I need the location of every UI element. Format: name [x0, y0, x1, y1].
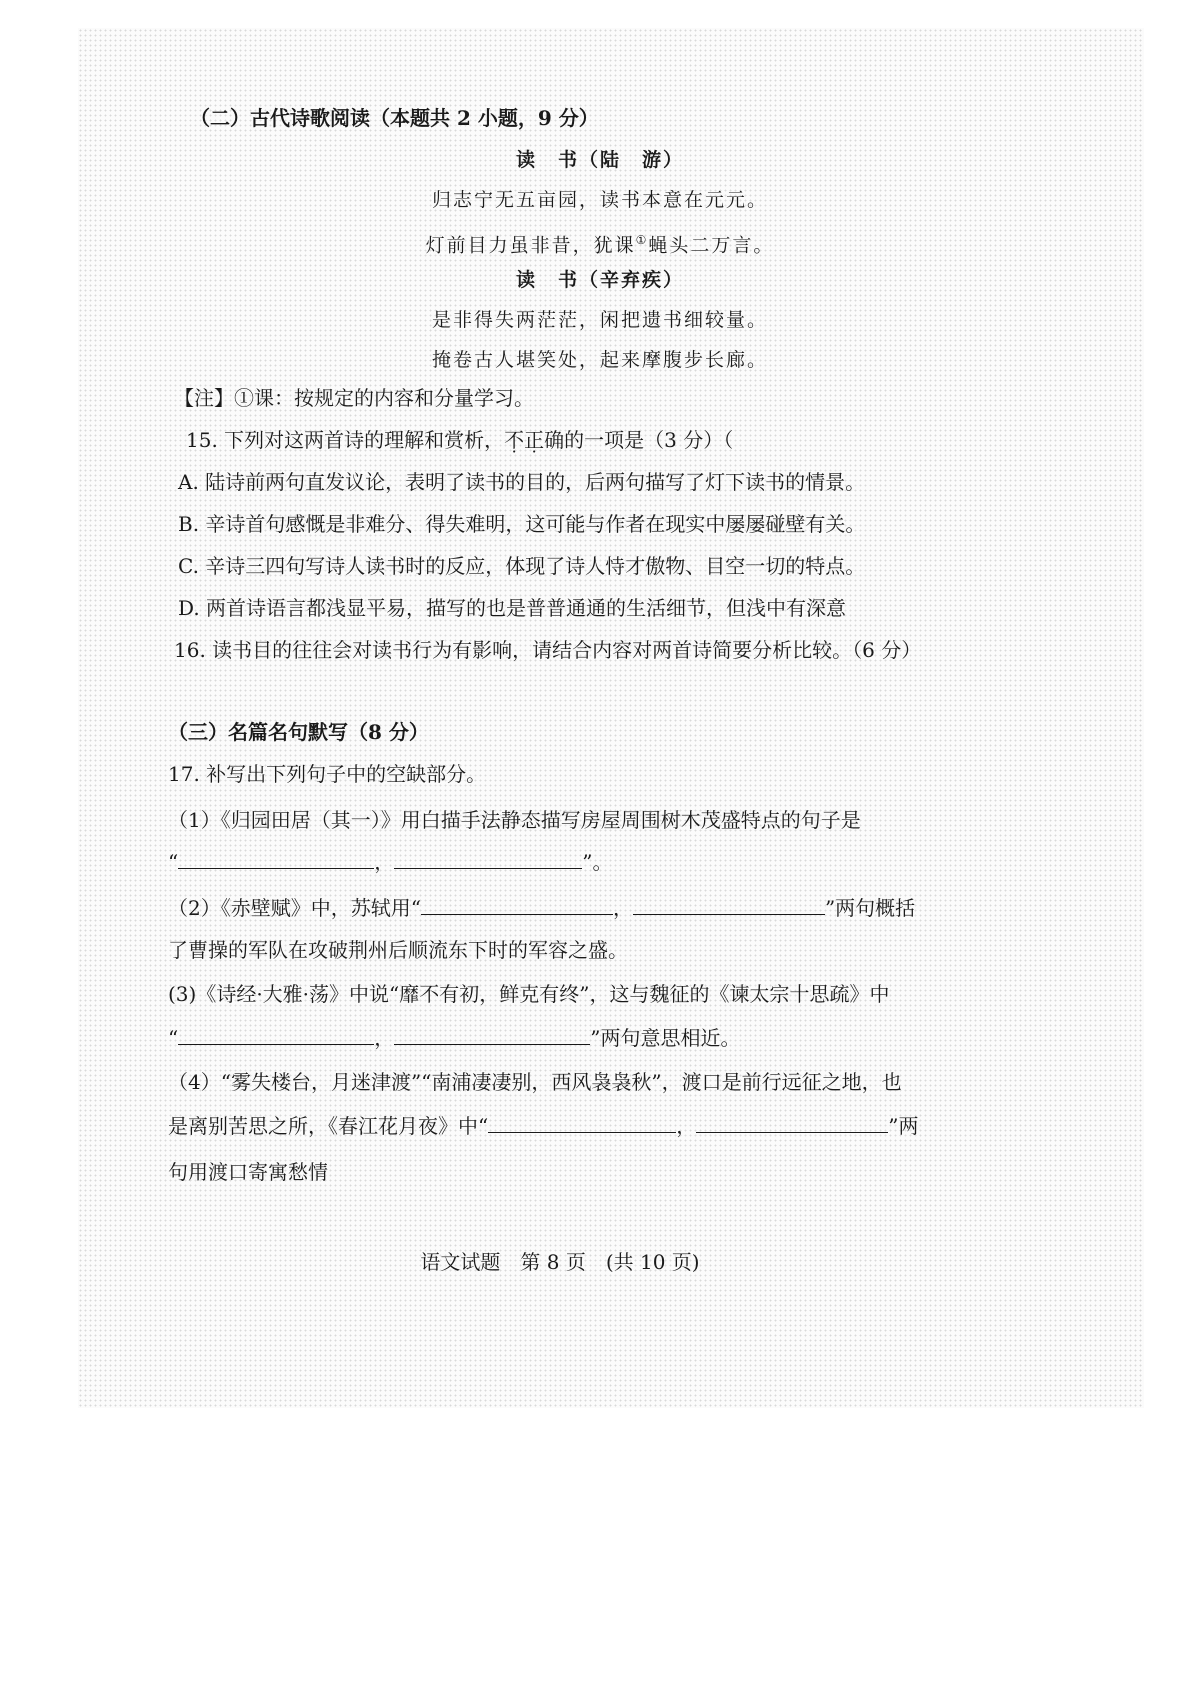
question-16: 16. 读书目的往往会对读书行为有影响，请结合内容对两首诗简要分析比较。（6 分）: [174, 638, 922, 662]
q17-item2-line2: 了曹操的军队在攻破荆州后顺流东下时的军容之盛。: [168, 938, 628, 962]
q17-item4-line1: （4）“雾失楼台，月迷津渡”“南浦凄凄别，西风袅袅秋”，渡口是前行远征之地，也: [168, 1070, 902, 1094]
q15-option-c: C. 辛诗三四句写诗人读书时的反应，体现了诗人恃才傲物、目空一切的特点。: [178, 554, 866, 578]
poem2-line2: 掩卷古人堪笑处，起来摩腹步长廊。: [431, 349, 768, 371]
q17-item3-text: (3)《诗经·大雅·荡》中说“靡不有初，鲜克有终”，这与魏征的《谏太宗十思疏》中: [168, 982, 890, 1006]
answer-blank-2a[interactable]: [421, 894, 613, 915]
item4-pre: 是离别苦思之所，《春江花月夜》中“: [168, 1114, 489, 1138]
poem2-line1: 是非得失两茫茫，闲把遗书细较量。: [431, 309, 768, 331]
comma: ，: [676, 1114, 697, 1138]
close-quote: ”两句意思相近。: [590, 1026, 741, 1050]
q15-option-a: A. 陆诗前两句直发议论，表明了读书的目的，后两句描写了灯下读书的情景。: [178, 470, 866, 494]
item2-post: ”两句概括: [824, 896, 916, 920]
open-quote: “: [168, 1026, 179, 1050]
item4-post: ”两: [888, 1114, 919, 1138]
q17-item4-line2: [168, 1112, 918, 1140]
comma: ，: [374, 850, 395, 874]
poem1-line2-a: 灯前目力虽非昔，犹课: [425, 234, 636, 257]
q17-item1-blanks: [168, 848, 612, 876]
page-footer: 语文试题 第 8 页 (共 10 页): [420, 1250, 700, 1274]
q17-item2-line1: [168, 894, 915, 922]
close-quote: ”。: [582, 850, 613, 874]
q15-stem-pre: 15. 下列对这两首诗的理解和赏析，: [186, 428, 505, 452]
answer-blank-4b[interactable]: [696, 1112, 888, 1133]
poem1-title: 读 书（陆 游）: [515, 149, 684, 171]
q17-item1-text: （1）《归园田居（其一）》用白描手法静态描写房屋周围树木茂盛特点的句子是: [168, 808, 861, 832]
section2-heading: （二）古代诗歌阅读（本题共 2 小题，9 分）: [190, 106, 599, 130]
answer-blank-4a[interactable]: [488, 1112, 676, 1133]
q15-emphasis-2: 正: [524, 428, 545, 452]
comma: ，: [374, 1026, 395, 1050]
item2-pre: （2）《赤壁赋》中，苏轼用“: [168, 896, 421, 920]
open-quote: “: [168, 850, 179, 874]
comma: ，: [612, 896, 633, 920]
poem1-line2: [0, 226, 1200, 259]
q15-stem-post: 确的一项是（3 分）（: [544, 428, 734, 452]
answer-blank-2b[interactable]: [633, 894, 825, 915]
q17-item4-line3: 句用渡口寄寓愁情: [168, 1160, 328, 1184]
section3-heading: （三）名篇名句默写（8 分）: [168, 720, 429, 744]
q15-option-d: D. 两首诗语言都浅显平易，描写的也是普普通通的生活细节，但浅中有深意: [178, 596, 847, 620]
question-17: 17. 补写出下列句子中的空缺部分。: [168, 762, 487, 786]
answer-blank-1a[interactable]: [178, 848, 374, 869]
answer-blank-3b[interactable]: [394, 1024, 590, 1045]
answer-blank-3a[interactable]: [178, 1024, 374, 1045]
q15-emphasis-1: 不: [504, 428, 525, 452]
q15-option-b: B. 辛诗首句感慨是非难分、得失难明，这可能与作者在现实中屡屡碰壁有关。: [178, 512, 866, 536]
footnote-mark: ①: [635, 233, 649, 247]
poem1-line1: 归志宁无五亩园，读书本意在元元。: [431, 189, 768, 211]
q17-item3-blanks: [168, 1024, 740, 1052]
question-15-stem: [186, 426, 733, 454]
poem1-line2-b: 蝇头二万言。: [648, 234, 775, 257]
answer-blank-1b[interactable]: [394, 848, 582, 869]
poem-note: 【注】①课：按规定的内容和分量学习。: [174, 386, 534, 410]
poem2-title: 读 书（辛弃疾）: [515, 269, 684, 291]
